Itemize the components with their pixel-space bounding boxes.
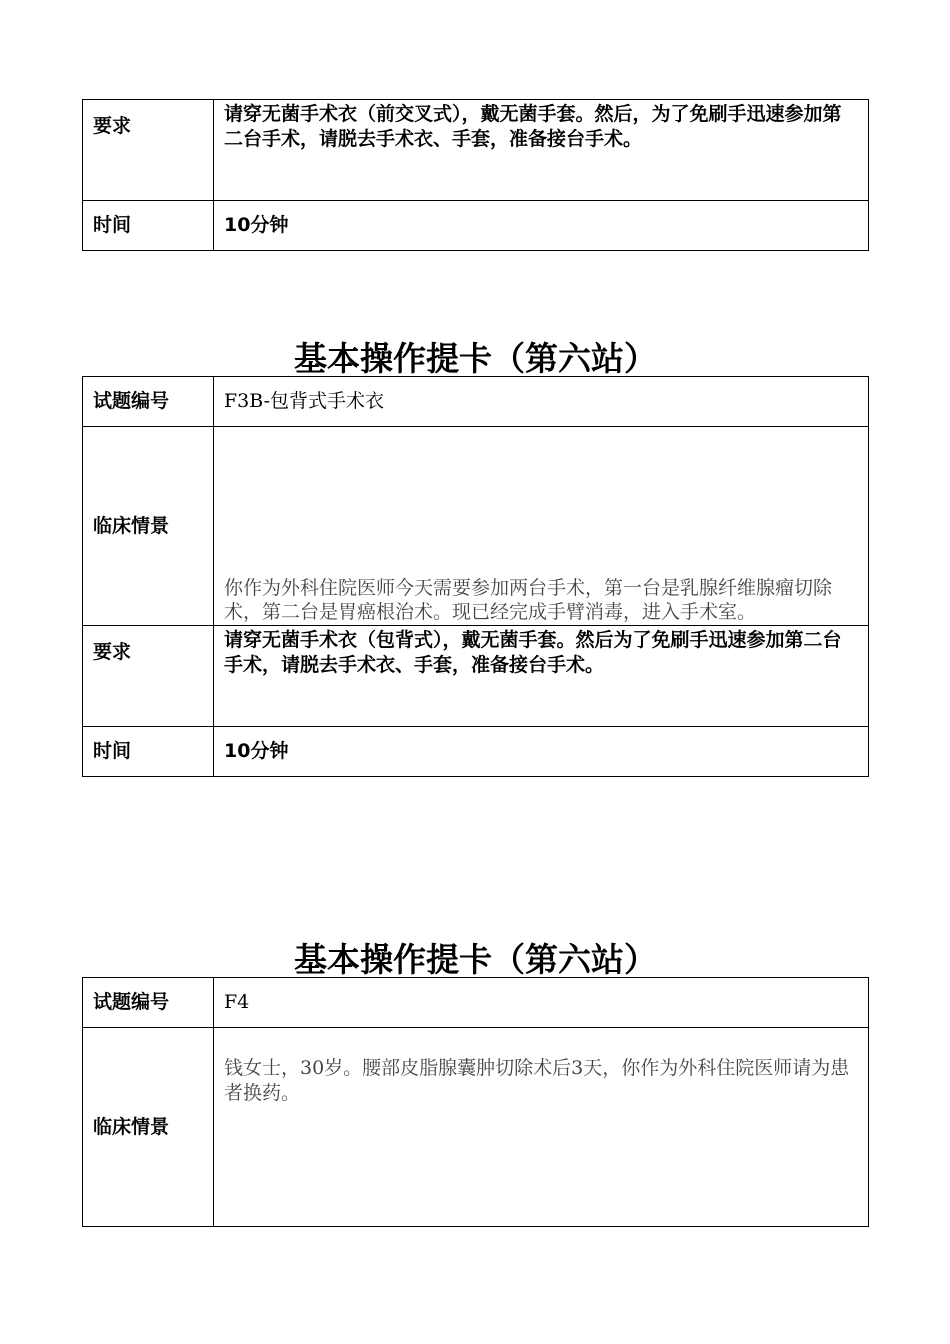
exam-card-3	[82, 977, 869, 1227]
scenario-label: 临床情景	[83, 427, 214, 626]
scenario-text: 你作为外科住院医师今天需要参加两台手术，第一台是乳腺纤维腺瘤切除术，第二台是胃癌根治术。现已经完成手臂消毒，进入手术室。	[214, 427, 869, 626]
time-row	[83, 727, 869, 777]
exam-id-value: F4	[214, 978, 869, 1028]
requirement-row	[83, 100, 869, 201]
time-row	[83, 201, 869, 251]
requirement-text: 请穿无菌手术衣（前交叉式），戴无菌手套。然后，为了免刷手迅速参加第二台手术，请脱去手术衣、手套，准备接台手术。	[214, 100, 869, 201]
exam-card-2	[82, 376, 869, 777]
card-3-title: 基本操作提卡（第六站）	[294, 940, 657, 979]
time-label: 时间	[83, 727, 214, 777]
scenario-row	[83, 1028, 869, 1227]
exam-id-label: 试题编号	[83, 377, 214, 427]
requirement-label: 要求	[83, 626, 214, 727]
scenario-label: 临床情景	[83, 1028, 214, 1227]
exam-id-label: 试题编号	[83, 978, 214, 1028]
time-value: 10分钟	[214, 201, 869, 251]
exam-id-row	[83, 377, 869, 427]
exam-id-row	[83, 978, 869, 1028]
exam-card-1	[82, 99, 869, 251]
requirement-row	[83, 626, 869, 727]
card-2-title: 基本操作提卡（第六站）	[294, 339, 657, 378]
scenario-row	[83, 427, 869, 626]
time-label: 时间	[83, 201, 214, 251]
scenario-text: 钱女士，30岁。腰部皮脂腺囊肿切除术后3天，你作为外科住院医师请为患者换药。	[214, 1028, 869, 1227]
requirement-label: 要求	[83, 100, 214, 201]
exam-id-value: F3B-包背式手术衣	[214, 377, 869, 427]
time-value: 10分钟	[214, 727, 869, 777]
requirement-text: 请穿无菌手术衣（包背式），戴无菌手套。然后为了免刷手迅速参加第二台手术，请脱去手术衣、手套，准备接台手术。	[214, 626, 869, 727]
